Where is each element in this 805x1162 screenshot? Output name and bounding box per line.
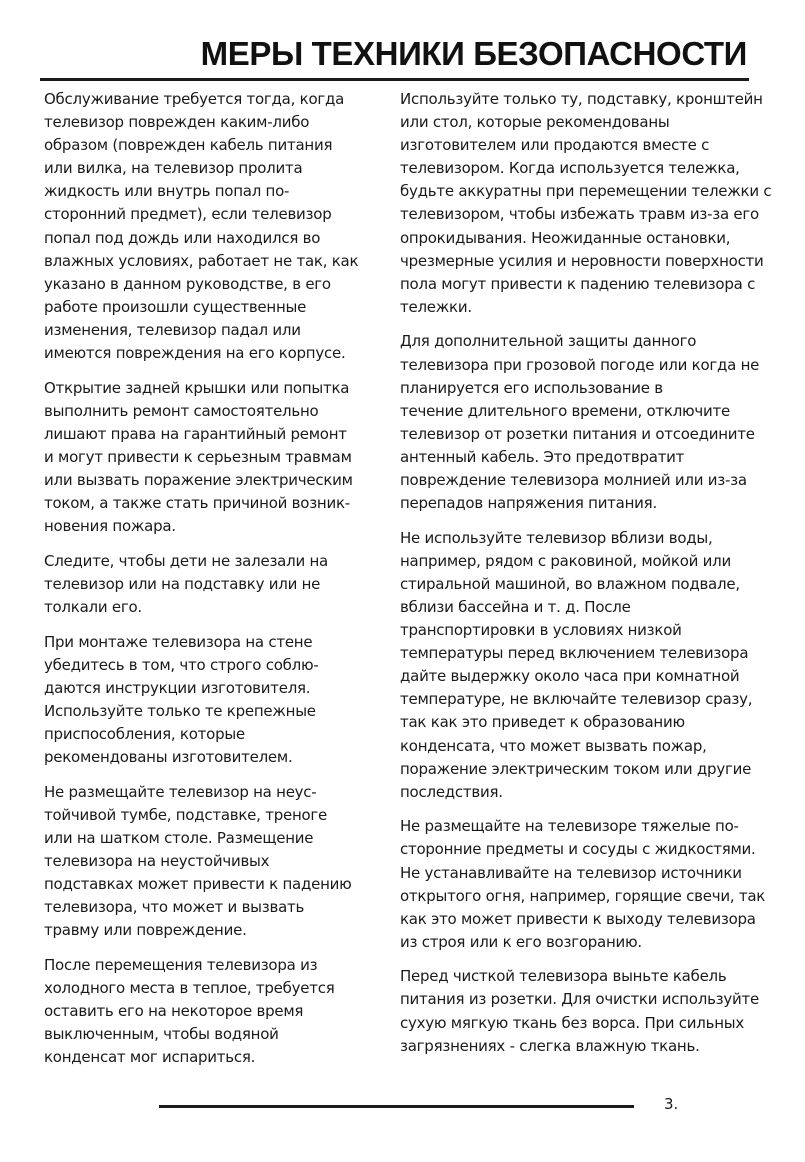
paragraph-wall-mount: При монтаже телевизора на стене убедитесь в том, что строго соблю- даются инструкции изготовителя. Используйте только те крепежные приспособления, которые рекомендованы изготовителем. — [44, 632, 319, 767]
paragraph-lightning: Для дополнительной защиты данного телевизора при грозовой погоде или когда не планируется его использование в течение длительного времени, отключите телевизор от розетки питания и отсоедините антенный кабель. Это предотвратит повреждение телевизора молнией или из-за перепадов напряжения питания. — [400, 332, 760, 513]
paragraph-condensation: После перемещения телевизора из холодного места в теплое, требуется оставить его на некоторое время выключенным, чтобы водяной конденсат мог испариться. — [44, 955, 335, 1067]
paragraph-unstable-stand: Не размещайте телевизор на неус- тойчивой тумбе, подставке, треноге или на шатком столе. Размещение телевизора на неустойчивых подставках может привести к падению телевизора, что может и вызвать травму или повреждение. — [44, 782, 352, 940]
paragraph-service: Обслуживание требуется тогда, когда телевизор поврежден каким-либо образом (поврежден кабель питания или вилка, на телевизор пролита жидкость или внутрь попал по- сторонний предмет), если телевизор попал под дождь или находился во влажных условиях, работает не так, как указано в данном руководстве, в его работе произошли существенные изменения, телевизор падал или имеются повреждения на его корпусе. — [44, 90, 359, 363]
page-title: МЕРЫ ТЕХНИКИ БЕЗОПАСНОСТИ — [200, 35, 747, 72]
right-column — [400, 88, 772, 1069]
paragraph-children: Следите, чтобы дети не залезали на телевизор или на подставку или не толкали его. — [44, 551, 328, 616]
paragraph-back-cover: Открытие задней крышки или попытка выполнить ремонт самостоятельно лишают права на гарантийный ремонт и могут привести к серьезным травмам или вызвать поражение электрическим током, а также стать причиной возник- новения пожара. — [44, 378, 353, 536]
page-number: 3. — [664, 1095, 679, 1113]
left-column — [44, 88, 362, 1081]
paragraph-cleaning: Перед чисткой телевизора выньте кабель питания из розетки. Для очистки используйте сухую мягкую ткань без ворса. При сильных загрязнениях - слегка влажную ткань. — [400, 967, 759, 1055]
paragraph-heavy-objects: Не размещайте на телевизоре тяжелые по- сторонние предметы и сосуды с жидкостями. Не устанавливайте на телевизор источники открытого огня, например, горящие свечи, так как это может привести к выходу телевизора из строя или к его возгоранию. — [400, 817, 766, 951]
paragraph-stand-cart: Используйте только ту, подставку, кронштейн или стол, которые рекомендованы изготовителем или продаются вместе с телевизором. Когда используется тележка, будьте аккуратны при перемещении тележки с телевизором, чтобы избежать травм из-за его опрокидывания. Неожиданные остановки, чрезмерные усилия и неровности поверхности пола могут привести к падению телевизора с тележки. — [400, 90, 772, 316]
title-divider — [40, 78, 749, 81]
paragraph-water: Не используйте телевизор вблизи воды, например, рядом с раковиной, мойкой или стиральной машиной, во влажном подвале, вблизи бассейна и т. д. После транспортировки в условиях низкой температуры перед включением телевизора дайте выдержку около часа при комнатной температуре, не включайте телевизор сразу, так как это приведет к образованию конденсата, что может вызвать пожар, поражение электрическим током или другие последствия. — [400, 528, 753, 801]
footer-divider — [159, 1105, 634, 1108]
